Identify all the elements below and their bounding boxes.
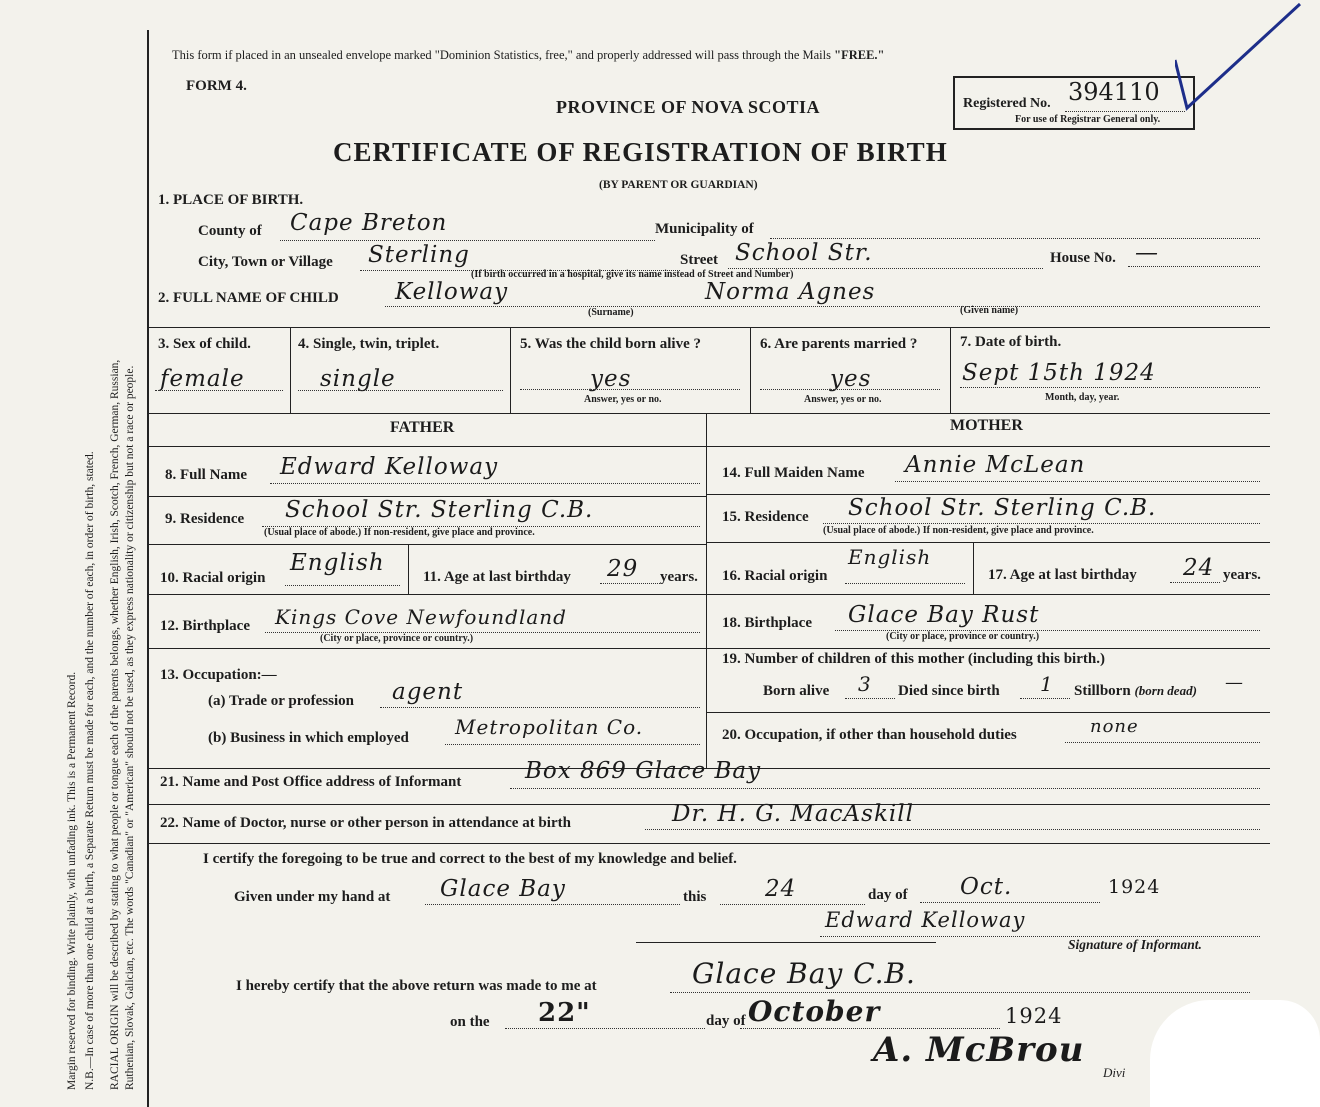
- registered-box: [953, 76, 1195, 130]
- sex-label: 3. Sex of child.: [158, 336, 251, 352]
- plurality-value: single: [320, 366, 396, 392]
- registrar-year-value: 1924: [1005, 1004, 1063, 1028]
- mother-heading: MOTHER: [950, 417, 1023, 434]
- this-label: this: [683, 889, 707, 905]
- form-number: FORM 4.: [186, 78, 247, 94]
- mother-age-label: 17. Age at last birthday: [988, 567, 1137, 583]
- paper-tear: [1150, 1000, 1320, 1107]
- trade-label: (a) Trade or profession: [208, 693, 354, 709]
- registrar-note: For use of Registrar General only.: [1015, 114, 1161, 125]
- registered-label: Registered No.: [963, 96, 1051, 111]
- parents-married-label: 6. Are parents married ?: [760, 336, 918, 352]
- margin-note-multiple-births: N.B.—In case of more than one child at a birth, a Separate Return must be made for each, and the number of each, in order of birth, stated.: [84, 451, 96, 1090]
- street-value: School Str.: [735, 240, 873, 266]
- surname-caption: (Surname): [588, 307, 634, 318]
- given-place-value: Glace Bay: [440, 876, 566, 902]
- died-value: 1: [1040, 672, 1054, 696]
- doctor-value: Dr. H. G. MacAskill: [672, 801, 914, 827]
- children-count-label: 19. Number of children of this mother (including this birth.): [722, 651, 1105, 667]
- mother-residence-caption: (Usual place of abode.) If non-resident, give place and province.: [823, 525, 1094, 536]
- father-residence-value: School Str. Sterling C.B.: [285, 497, 594, 523]
- registrar-day-of-label: day of: [706, 1013, 746, 1029]
- date-of-birth-label: 7. Date of birth.: [960, 334, 1062, 350]
- stillborn-value: —: [1225, 672, 1244, 693]
- certify-year-value: 1924: [1108, 876, 1161, 898]
- mother-racial-label: 16. Racial origin: [722, 568, 828, 584]
- registrar-title-partial: Divi: [1103, 1065, 1126, 1080]
- parents-divider: [706, 413, 707, 768]
- certificate-title: CERTIFICATE OF REGISTRATION OF BIRTH: [333, 137, 948, 167]
- mother-occupation-label: 20. Occupation, if other than household duties: [722, 727, 1017, 743]
- born-alive-count-value: 3: [858, 672, 872, 696]
- trade-value: agent: [392, 679, 464, 705]
- father-age-years: years.: [660, 569, 698, 585]
- registrar-month-value: October: [748, 995, 881, 1028]
- child-surname-value: Kelloway: [395, 279, 509, 305]
- registrar-day-value: 22": [538, 998, 591, 1028]
- plurality-label: 4. Single, twin, triplet.: [298, 336, 440, 352]
- hospital-note: (If birth occurred in a hospital, give its name instead of Street and Number): [471, 269, 794, 280]
- stillborn-note: (born dead): [1134, 683, 1197, 698]
- married-caption: Answer, yes or no.: [804, 394, 882, 405]
- mother-birthplace-label: 18. Birthplace: [722, 615, 812, 631]
- margin-note-racial-origin-1: RACIAL ORIGIN will be described by stating to what people or tongue each of the parents belongs, whether English, Irish, Scotch, French, German, Russian,: [109, 359, 121, 1090]
- alive-caption: Answer, yes or no.: [584, 394, 662, 405]
- given-name-caption: (Given name): [960, 305, 1019, 316]
- father-birthplace-caption: (City or place, province or country.): [320, 633, 474, 644]
- margin-note-binding: Margin reserved for binding. Write plainly, with unfading ink. This is a Permanent Record.: [66, 671, 78, 1090]
- father-name-value: Edward Kelloway: [280, 454, 499, 480]
- margin-note-racial-origin-2: Ruthenian, Slovak, Galician, etc. The words "Canadian" or "American" should not be used, as they express nationality or citizenship but not a race or people.: [124, 365, 136, 1090]
- father-occupation-label: 13. Occupation:—: [160, 667, 277, 683]
- father-age-label: 11. Age at last birthday: [423, 569, 571, 585]
- informant-signature: Edward Kelloway: [825, 908, 1026, 932]
- registered-number: 394110: [1068, 78, 1160, 106]
- dob-caption: Month, day, year.: [1045, 392, 1120, 403]
- city-label: City, Town or Village: [198, 254, 333, 270]
- grid-line-parents: [148, 413, 1270, 414]
- certify-month-value: Oct.: [960, 874, 1013, 900]
- parents-married-value: yes: [830, 366, 872, 392]
- street-label: Street: [680, 252, 719, 268]
- mother-racial-value: English: [848, 545, 932, 569]
- certify-statement: I certify the foregoing to be true and correct to the best of my knowledge and belief.: [203, 851, 737, 867]
- date-of-birth-value: Sept 15th 1924: [962, 360, 1156, 386]
- mother-name-value: Annie McLean: [905, 452, 1086, 478]
- house-label: House No.: [1050, 250, 1116, 266]
- form-left-border: [147, 30, 149, 1107]
- grid-line-top: [148, 327, 1270, 328]
- business-value: Metropolitan Co.: [455, 715, 644, 739]
- born-alive-label: 5. Was the child born alive ?: [520, 336, 701, 352]
- father-name-label: 8. Full Name: [165, 467, 248, 483]
- given-under-label: Given under my hand at: [234, 889, 391, 905]
- father-racial-label: 10. Racial origin: [160, 570, 266, 586]
- city-value: Sterling: [368, 242, 470, 268]
- registrar-signature: A. McBrou: [873, 1030, 1085, 1070]
- mother-age-value: 24: [1183, 555, 1215, 581]
- informant-value: Box 869 Glace Bay: [525, 758, 762, 784]
- sex-value: female: [160, 366, 245, 392]
- business-label: (b) Business in which employed: [208, 730, 409, 746]
- father-birthplace-label: 12. Birthplace: [160, 618, 250, 634]
- stillborn-label: [1074, 683, 1197, 700]
- mother-birthplace-value: Glace Bay Rust: [848, 602, 1040, 628]
- father-birthplace-value: Kings Cove Newfoundland: [275, 605, 567, 629]
- born-alive-count-label: Born alive: [763, 683, 830, 699]
- mother-age-years: years.: [1223, 567, 1261, 583]
- on-the-label: on the: [450, 1014, 490, 1030]
- mother-birthplace-caption: (City or place, province or country.): [886, 631, 1040, 642]
- father-racial-value: English: [290, 550, 385, 576]
- informant-label: 21. Name and Post Office address of Informant: [160, 774, 462, 790]
- child-given-value: Norma Agnes: [705, 279, 876, 305]
- county-value: Cape Breton: [290, 210, 448, 236]
- province-heading: PROVINCE OF NOVA SCOTIA: [556, 97, 821, 117]
- father-heading: FATHER: [390, 419, 455, 436]
- certificate-subtitle: (BY PARENT OR GUARDIAN): [599, 179, 758, 191]
- mother-occupation-value: none: [1090, 716, 1139, 737]
- municipality-label: Municipality of: [655, 221, 754, 237]
- doctor-label: 22. Name of Doctor, nurse or other person in attendance at birth: [160, 815, 571, 831]
- born-alive-value: yes: [590, 366, 632, 392]
- certify-day-value: 24: [765, 876, 797, 902]
- mother-residence-label: 15. Residence: [722, 509, 809, 525]
- child-name-label: 2. FULL NAME OF CHILD: [158, 290, 339, 306]
- house-value: —: [1135, 240, 1159, 266]
- registrar-statement: I hereby certify that the above return was made to me at: [236, 978, 597, 994]
- father-age-value: 29: [607, 556, 639, 582]
- registrar-place-value: Glace Bay C.B.: [692, 957, 916, 990]
- mail-notice: This form if placed in an unsealed envelope marked "Dominion Statistics, free," and properly addressed will pass through the Mails "FREE.": [172, 48, 885, 62]
- signature-caption: Signature of Informant.: [1068, 937, 1202, 952]
- check-mark-icon: [1175, 0, 1305, 120]
- mother-name-label: 14. Full Maiden Name: [722, 465, 865, 481]
- father-residence-label: 9. Residence: [165, 511, 245, 527]
- certify-day-of-label: day of: [868, 887, 908, 903]
- county-label: County of: [198, 223, 262, 239]
- stillborn-text: Stillborn: [1074, 683, 1131, 699]
- father-residence-caption: (Usual place of abode.) If non-resident, give place and province.: [264, 527, 535, 538]
- mother-residence-value: School Str. Sterling C.B.: [848, 495, 1157, 521]
- died-label: Died since birth: [898, 683, 1000, 699]
- place-of-birth-heading: 1. PLACE OF BIRTH.: [158, 192, 304, 208]
